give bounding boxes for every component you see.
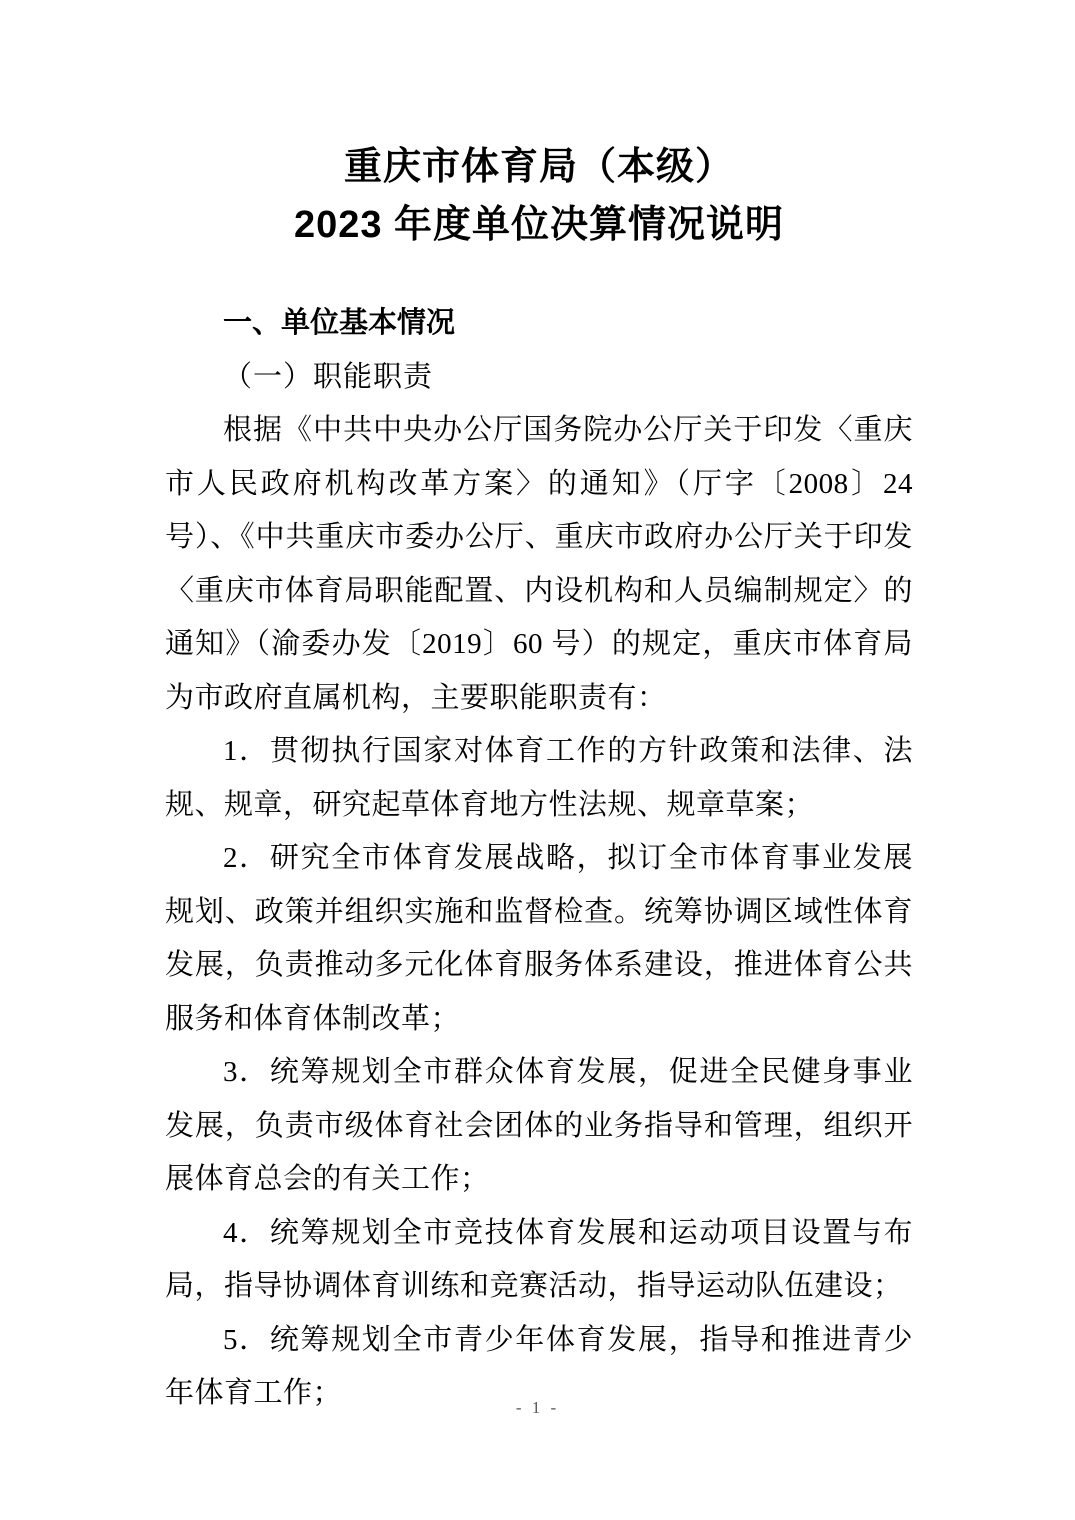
paragraph: 2．研究全市体育发展战略，拟订全市体育事业发展规划、政策并组织实施和监督检查。统筹协调区域性体育发展，负责推动多元化体育服务体系建设，推进体育公共服务和体育体制改革； [165, 842, 913, 1035]
document-title-line-1: 重庆市体育局（本级） [343, 146, 734, 188]
subsection-heading: （一）职能职责 [223, 361, 434, 393]
section-heading: 一、单位基本情况 [223, 307, 456, 339]
paragraph: 3．统筹规划全市群众体育发展，促进全民健身事业发展，负责市级体育社会团体的业务指导和管理，组织开展体育总会的有关工作； [165, 1056, 913, 1195]
paragraph: 根据《中共中央办公厅国务院办公厅关于印发〈重庆市人民政府机构改革方案〉的通知》（厅字〔2008〕24 号）、《中共重庆市委办公厅、重庆市政府办公厅关于印发〈重庆市体育局职能配置、内设机构和人员编制规定〉的通知》（渝委办发〔2019〕60 号）的规定，重庆市体育局为市政府直属机构，主要职能职责有： [165, 414, 913, 714]
body-paragraphs [165, 404, 913, 1421]
paragraph: 5．统筹规划全市青少年体育发展，指导和推进青少年体育工作； [165, 1323, 913, 1409]
paragraph: 1．贯彻执行国家对体育工作的方针政策和法律、法规、规章，研究起草体育地方性法规、规章草案； [165, 735, 913, 821]
document-title-line-2: 2023 年度单位决算情况说明 [293, 204, 785, 246]
page-number-footer: - 1 - [515, 1398, 560, 1417]
paragraph: 4．统筹规划全市竞技体育发展和运动项目设置与布局，指导协调体育训练和竞赛活动，指导运动队伍建设； [165, 1216, 913, 1302]
